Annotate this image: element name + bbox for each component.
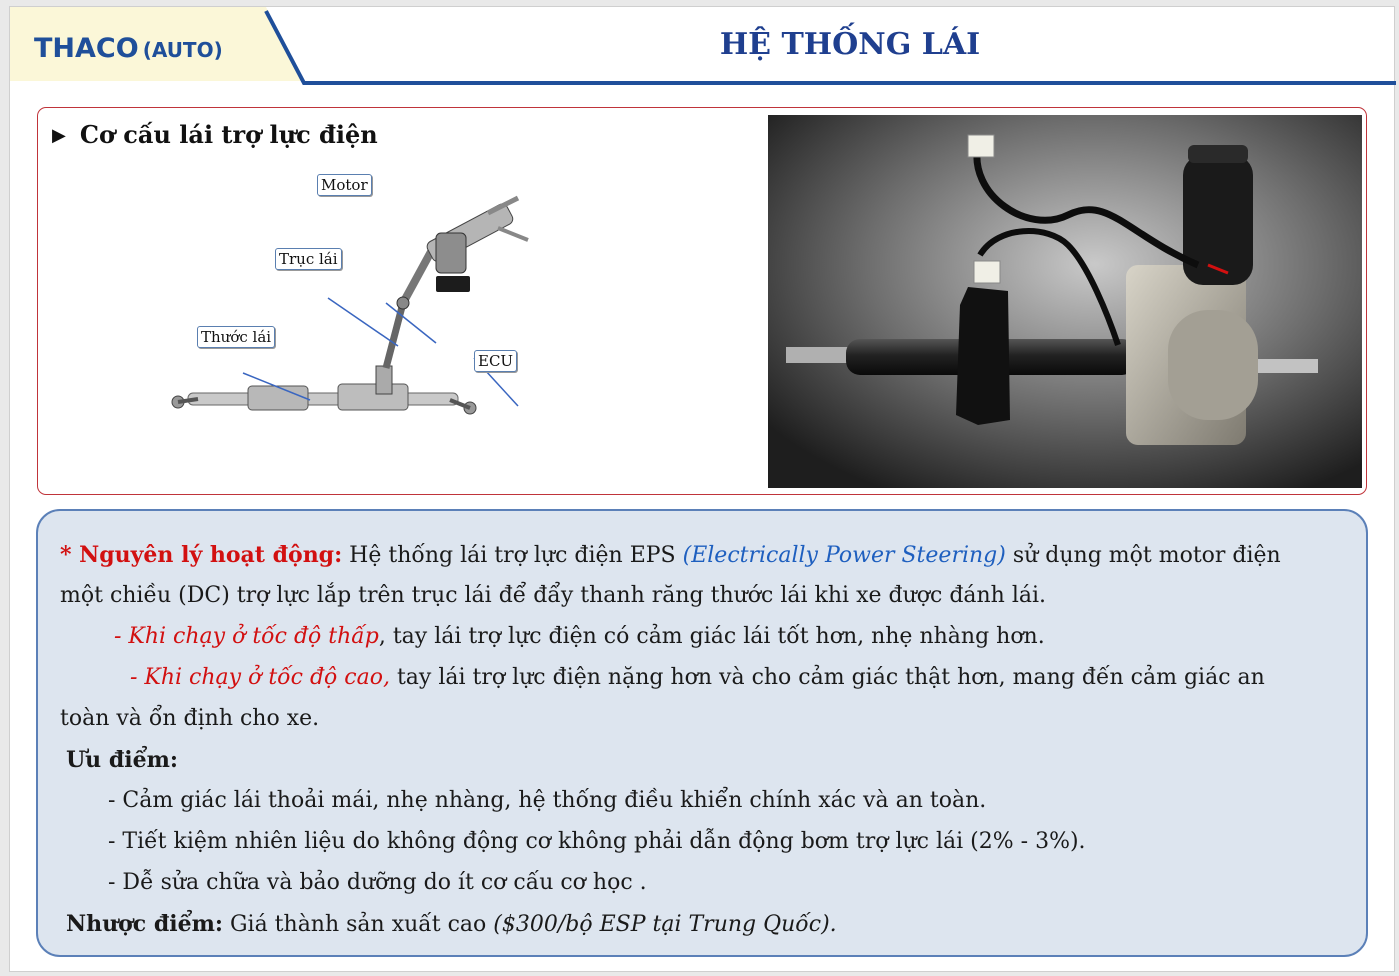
section-heading-text: Cơ cấu lái trợ lực điện bbox=[79, 120, 378, 149]
principle-line-2: một chiều (DC) trợ lực lắp trên trục lái để đẩy thanh răng thước lái khi xe được đánh lái. bbox=[60, 583, 1047, 608]
advantage-item: - Cảm giác lái thoải mái, nhẹ nhàng, hệ thống điều khiển chính xác và an toàn. bbox=[108, 788, 987, 813]
thaco-logo bbox=[34, 33, 223, 64]
page-title: HỆ THỐNG LÁI bbox=[719, 27, 981, 62]
advantage-item: - Dễ sửa chữa và bảo dưỡng do ít cơ cấu cơ học . bbox=[108, 870, 647, 895]
advantages-title: Ưu điểm: bbox=[66, 747, 178, 773]
label-truc-lai: Trục lái bbox=[275, 248, 342, 270]
steering-system-diagram bbox=[158, 168, 558, 458]
high-speed-line-2: toàn và ổn định cho xe. bbox=[60, 706, 320, 731]
disadvantages-note: ($300/bộ ESP tại Trung Quốc). bbox=[493, 912, 837, 937]
low-speed-label: - Khi chạy ở tốc độ thấp bbox=[114, 624, 379, 649]
logo-brand: THACO bbox=[34, 33, 139, 64]
info-panel bbox=[36, 509, 1368, 957]
high-speed-line bbox=[130, 664, 1265, 692]
steering-shaft-drawing bbox=[376, 248, 433, 394]
disadvantages-title: Nhược điểm: bbox=[66, 911, 223, 937]
principle-line-1 bbox=[60, 541, 1281, 570]
steering-rack-drawing bbox=[172, 384, 476, 414]
label-ecu: ECU bbox=[474, 350, 517, 372]
eps-unit-photo bbox=[768, 115, 1362, 488]
low-speed-text: , tay lái trợ lực điện có cảm giác lái tốt hơn, nhẹ nhàng hơn. bbox=[378, 624, 1045, 649]
steering-diagram-panel bbox=[37, 107, 1367, 495]
slide bbox=[9, 6, 1395, 972]
advantage-item: - Tiết kiệm nhiên liệu do không động cơ không phải dẫn động bơm trợ lực lái (2% - 3%). bbox=[108, 829, 1086, 854]
disadvantages-line bbox=[66, 910, 837, 939]
disadvantages-text: Giá thành sản xuất cao bbox=[222, 912, 494, 937]
label-motor: Motor bbox=[317, 174, 372, 196]
principle-label: * Nguyên lý hoạt động: bbox=[60, 542, 343, 568]
header bbox=[10, 7, 1396, 91]
ecu-drawing bbox=[436, 276, 470, 292]
section-heading bbox=[52, 120, 378, 149]
low-speed-line bbox=[114, 623, 1045, 651]
principle-text: Hệ thống lái trợ lực điện EPS bbox=[342, 543, 683, 568]
high-speed-label: - Khi chạy ở tốc độ cao, bbox=[130, 665, 390, 690]
high-speed-text: tay lái trợ lực điện nặng hơn và cho cảm giác thật hơn, mang đến cảm giác an bbox=[389, 665, 1265, 690]
logo-sub: (AUTO) bbox=[142, 38, 223, 62]
label-thuoc-lai: Thước lái bbox=[197, 326, 275, 348]
steering-column-drawing bbox=[425, 198, 528, 273]
bullet-arrow-icon: ▶ bbox=[52, 125, 66, 146]
principle-text-2: sử dụng một motor điện bbox=[1005, 543, 1281, 568]
principle-eps: (Electrically Power Steering) bbox=[682, 543, 1006, 568]
